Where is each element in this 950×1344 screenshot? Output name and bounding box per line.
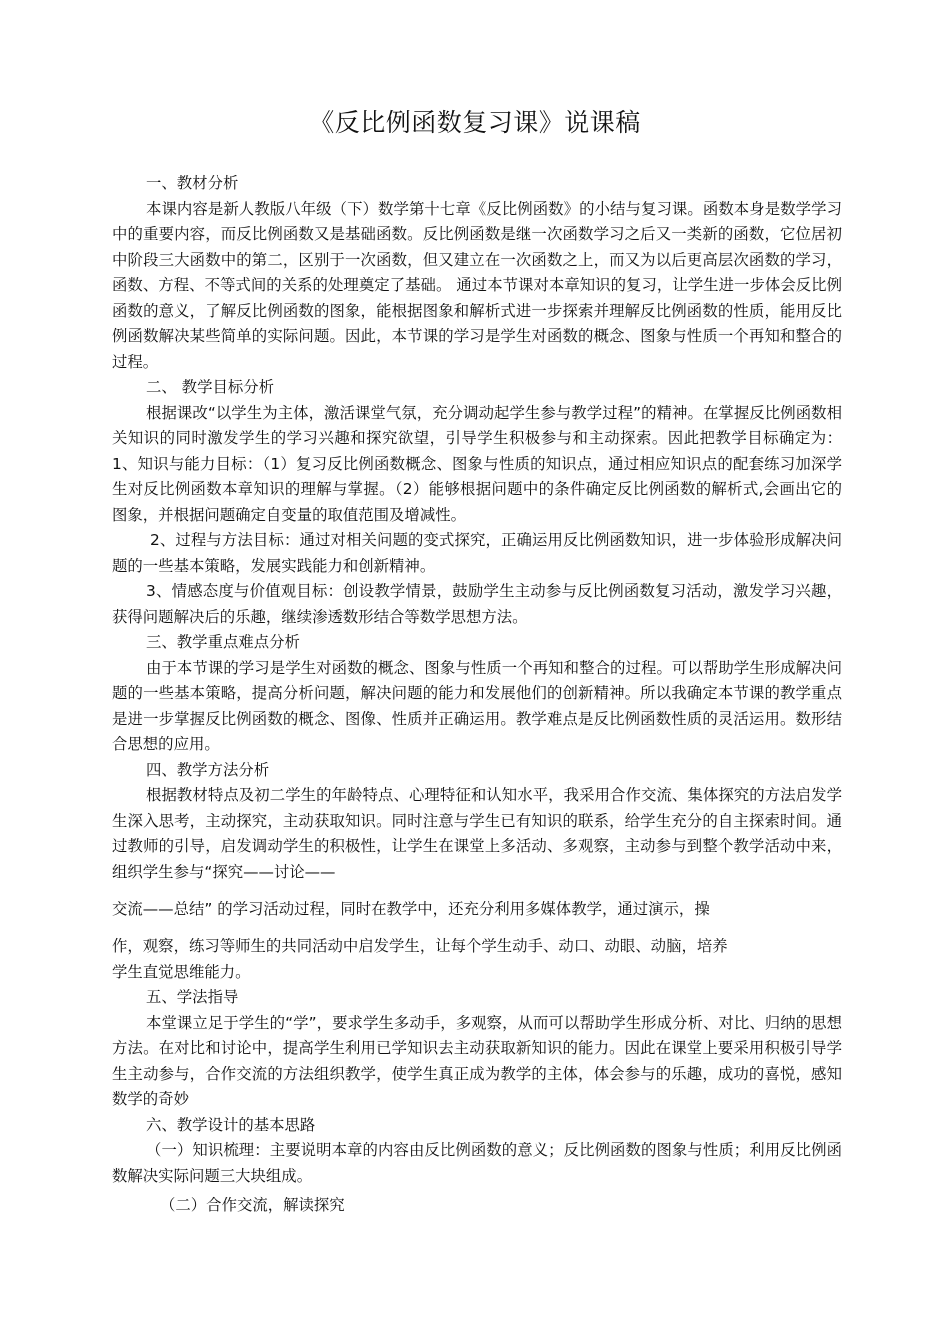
paragraph-teaching-method: 根据教材特点及初二学生的年龄特点、心理特征和认知水平，我采用合作交流、集体探究的方法启发学生深入思考，主动探究，主动获取知识。同时注意与学生已有知识的联系，给学生充分的自主探索时间。通过教师的引导，启发调动学生的积极性，让学生在课堂上多活动、多观察，主动参与到整个教学活动中来，组织学生参与“探究——讨论—— [112,786,842,881]
paragraph-process-method-goal: 2、过程与方法目标：通过对相关问题的变式探究，正确运用反比例函数知识，进一步体验形成解决问题的一些基本策略，发展实践能力和创新精神。 [112,531,842,575]
paragraph-teaching-method-line-4: 学生直觉思维能力。 [112,962,251,981]
paragraph-textbook-analysis: 本课内容是新人教版八年级（下）数学第十七章《反比例函数》的小结与复习课。函数本身是数学学习中的重要内容，而反比例函数又是基础函数。反比例函数是继一次函数学习之后又一类新的函数，它位居初中阶段三大函数中的第二，区别于一次函数，但又建立在一次函数之上，而又为以后更高层次函数的学习，函数、方程、不等式间的关系的处理奠定了基础。 通过本节课对本章知识的复习，让学生进一步体会反比例函数的意义，了解反比例函数的图象，能根据图象和解析式进一步探索并理解反比例函数的性质，能用反比例函数解决某些简单的实际问题。因此，本节课的学习是学生对函数的概念、图象与性质一个再知和整合的过程。 [112,199,842,371]
paragraph-learning-guidance: 本堂课立足于学生的“学”，要求学生多动手，多观察，从而可以帮助学生形成分析、对比、归纳的思想方法。在对比和讨论中，提高学生利用已学知识去主动获取新知识的能力。因此在课堂上要采用积极引导学生主动参与，合作交流的方法组织教学，使学生真正成为教学的主体，体会参与的乐趣，成功的喜悦，感知数学的奇妙 [112,1013,842,1108]
document-title: 《反比例函数复习课》说课稿 [309,108,641,137]
section-heading-textbook-analysis: 一、教材分析 [146,174,239,192]
section-heading-teaching-goals: 二、 教学目标分析 [146,378,275,396]
section-heading-learning-guidance: 五、学法指导 [146,988,239,1006]
section-heading-design-approach: 六、教学设计的基本思路 [146,1115,316,1134]
paragraph-teaching-goals: 根据课改“以学生为主体，激活课堂气氛，充分调动起学生参与教学过程”的精神。在掌握反比例函数相关知识的同时激发学生的学习兴趣和探究欲望，引导学生积极参与和主动探索。因此把教学目标确定为：1、知识与能力目标：（1）复习反比例函数概念、图象与性质的知识点，通过相应知识点的配套练习加深学生对反比例函数本章知识的理解与掌握。（2）能够根据问题中的条件确定反比例函数的解析式,会画出它的图象，并根据问题确定自变量的取值范围及增减性。 [112,403,842,524]
paragraph-knowledge-review: （一）知识梳理：主要说明本章的内容由反比例函数的意义；反比例函数的图象与性质；利用反比例函数解决实际问题三大块组成。 [112,1141,842,1185]
paragraph-teaching-method-line-3: 作，观察，练习等师生的共同活动中启发学生，让每个学生动手、动口、动眼、动脑，培养 [112,937,728,955]
paragraph-teaching-method-line-2: 交流——总结” 的学习活动过程，同时在教学中，还充分利用多媒体教学，通过演示，操 [112,900,710,918]
paragraph-emotion-attitude-goal: 3、情感态度与价值观目标：创设教学情景，鼓励学生主动参与反比例函数复习活动，激发学习兴趣，获得问题解决后的乐趣，继续渗透数形结合等数学思想方法。 [112,582,842,626]
paragraph-cooperation-exchange: （二）合作交流，解读探究 [160,1196,345,1214]
section-heading-key-difficult-points: 三、教学重点难点分析 [146,633,300,651]
section-heading-teaching-method: 四、教学方法分析 [146,760,270,779]
paragraph-key-difficult-points: 由于本节课的学习是学生对函数的概念、图象与性质一个再知和整合的过程。可以帮助学生形成解决问题的一些基本策略，提高分析问题，解决问题的能力和发展他们的创新精神。所以我确定本节课的教学重点是进一步掌握反比例函数的概念、图像、性质并正确运用。教学难点是反比例函数性质的灵活运用。数形结合思想的应用。 [112,658,842,753]
document-body [112,171,842,1219]
